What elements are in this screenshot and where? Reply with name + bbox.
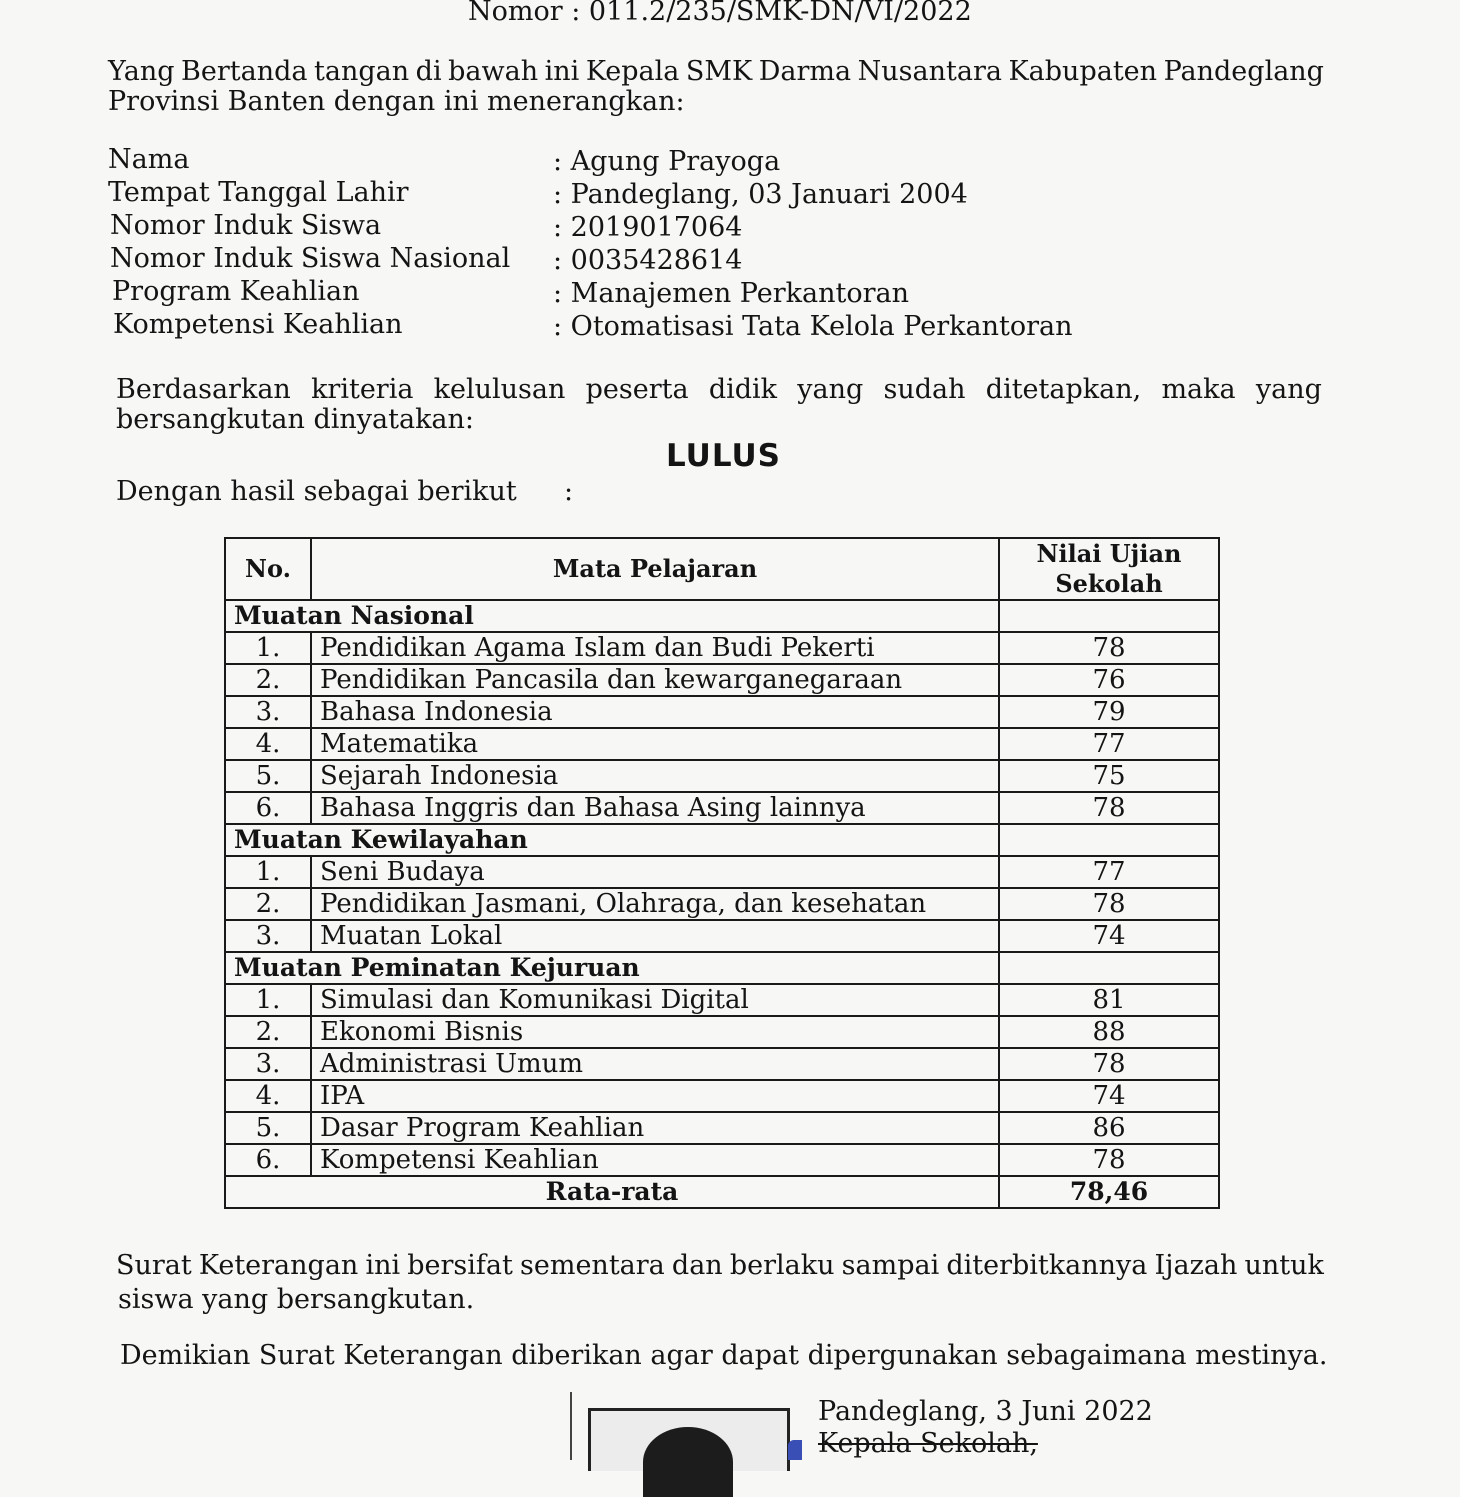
row-number: 1. (225, 984, 311, 1016)
row-subject: Matematika (311, 728, 999, 760)
word: Darma (758, 56, 852, 87)
table-row (225, 1144, 1219, 1176)
word: yang (1255, 374, 1322, 405)
table-row (225, 632, 1219, 664)
row-number: 6. (225, 792, 311, 824)
word: berlaku (729, 1250, 835, 1281)
word: ditetapkan, (985, 374, 1142, 405)
row-subject: Ekonomi Bisnis (311, 1016, 999, 1048)
word: Surat (116, 1250, 192, 1281)
row-subject: Kompetensi Keahlian (311, 1144, 999, 1176)
row-score: 75 (999, 760, 1219, 792)
section-title: Muatan Nasional (225, 600, 999, 632)
table-row (225, 1080, 1219, 1112)
student-field-value: : 0035428614 (553, 245, 743, 276)
criteria-line-1 (116, 374, 1322, 405)
word: kelulusan (433, 374, 566, 405)
table-row (225, 1016, 1219, 1048)
row-score: 81 (999, 984, 1219, 1016)
result-status: LULUS (666, 438, 781, 474)
header-subject: Mata Pelajaran (311, 538, 999, 600)
row-number: 2. (225, 888, 311, 920)
row-subject: Muatan Lokal (311, 920, 999, 952)
word: ini (544, 56, 580, 87)
row-number: 4. (225, 728, 311, 760)
student-field-label: Nomor Induk Siswa (110, 210, 382, 241)
word: diterbitkannya (946, 1250, 1148, 1281)
grades-body (225, 600, 1219, 1176)
row-number: 1. (225, 856, 311, 888)
word: kriteria (311, 374, 414, 405)
row-score: 77 (999, 728, 1219, 760)
row-score: 88 (999, 1016, 1219, 1048)
section-score-empty (999, 952, 1219, 984)
row-subject: Seni Budaya (311, 856, 999, 888)
signatory-title: Kepala Sekolah, (818, 1428, 1038, 1459)
word: sudah (883, 374, 966, 405)
word: ini (365, 1250, 401, 1281)
table-row (225, 920, 1219, 952)
row-score: 78 (999, 632, 1219, 664)
row-score: 77 (999, 856, 1219, 888)
table-row (225, 1112, 1219, 1144)
table-row (225, 664, 1219, 696)
row-number: 3. (225, 920, 311, 952)
word: Bertanda (181, 56, 308, 87)
row-subject: Pendidikan Pancasila dan kewarganegaraan (311, 664, 999, 696)
row-number: 5. (225, 760, 311, 792)
row-number: 4. (225, 1080, 311, 1112)
row-subject: Pendidikan Agama Islam dan Budi Pekerti (311, 632, 999, 664)
student-field-label: Program Keahlian (112, 276, 360, 307)
table-header-row (225, 538, 1219, 600)
closing-statement: Demikian Surat Keterangan diberikan agar dapat dipergunakan sebagaimana mestinya. (120, 1340, 1328, 1371)
word: Kabupaten (1008, 56, 1158, 87)
row-subject: Dasar Program Keahlian (311, 1112, 999, 1144)
word: untuk (1244, 1250, 1324, 1281)
table-row (225, 888, 1219, 920)
row-number: 3. (225, 1048, 311, 1080)
word: di (415, 56, 442, 87)
word: maka (1161, 374, 1236, 405)
intro-line-2: Provinsi Banten dengan ini menerangkan: (108, 86, 685, 117)
word: Yang (108, 56, 175, 87)
word: yang (797, 374, 864, 405)
table-row (225, 760, 1219, 792)
header-score (999, 538, 1219, 600)
table-row (225, 984, 1219, 1016)
section-row (225, 600, 1219, 632)
word: Nusantara (857, 56, 1002, 87)
results-intro: Dengan hasil sebagai berikut (116, 476, 517, 507)
table-row (225, 728, 1219, 760)
row-score: 78 (999, 888, 1219, 920)
row-subject: Pendidikan Jasmani, Olahraga, dan kesehatan (311, 888, 999, 920)
row-score: 78 (999, 1144, 1219, 1176)
margin-line (570, 1392, 572, 1460)
student-field-label: Tempat Tanggal Lahir (108, 177, 409, 208)
section-title: Muatan Peminatan Kejuruan (225, 952, 999, 984)
row-score: 76 (999, 664, 1219, 696)
photo-silhouette (643, 1427, 733, 1497)
row-score: 79 (999, 696, 1219, 728)
row-number: 1. (225, 632, 311, 664)
table-row (225, 856, 1219, 888)
student-field-value: : Agung Prayoga (553, 146, 781, 177)
word: peserta (585, 374, 689, 405)
average-value: 78,46 (999, 1176, 1219, 1208)
student-field-label: Nama (108, 144, 190, 175)
table-row (225, 792, 1219, 824)
word: Kepala (585, 56, 680, 87)
word: SMK (685, 56, 753, 87)
word: tangan (314, 56, 410, 87)
section-score-empty (999, 824, 1219, 856)
section-row (225, 824, 1219, 856)
word: sampai (841, 1250, 940, 1281)
row-number: 6. (225, 1144, 311, 1176)
row-subject: Bahasa Inggris dan Bahasa Asing lainnya (311, 792, 999, 824)
word: Pandeglang (1163, 56, 1324, 87)
word: dan (671, 1250, 723, 1281)
criteria-line-2: bersangkutan dinyatakan: (116, 404, 475, 435)
grades-table (224, 537, 1220, 1209)
row-number: 2. (225, 664, 311, 696)
row-number: 2. (225, 1016, 311, 1048)
row-score: 78 (999, 1048, 1219, 1080)
row-subject: Administrasi Umum (311, 1048, 999, 1080)
stamp-mark (788, 1440, 802, 1460)
header-score-line-1: Nilai Ujian (1036, 539, 1182, 568)
row-number: 3. (225, 696, 311, 728)
row-score: 86 (999, 1112, 1219, 1144)
student-field-value: : 2019017064 (553, 212, 743, 243)
table-row (225, 696, 1219, 728)
word: bawah (448, 56, 539, 87)
word: Keterangan (198, 1250, 359, 1281)
section-score-empty (999, 600, 1219, 632)
section-title: Muatan Kewilayahan (225, 824, 999, 856)
word: Ijazah (1154, 1250, 1238, 1281)
row-score: 78 (999, 792, 1219, 824)
header-score-line-2: Sekolah (1055, 569, 1163, 598)
student-field-label: Kompetensi Keahlian (113, 309, 403, 340)
word: sementara (520, 1250, 665, 1281)
average-label: Rata-rata (225, 1176, 999, 1208)
row-subject: Bahasa Indonesia (311, 696, 999, 728)
results-intro-colon: : (564, 476, 574, 507)
header-no: No. (225, 538, 311, 600)
table-row (225, 1048, 1219, 1080)
student-field-value: : Pandeglang, 03 Januari 2004 (553, 179, 968, 210)
intro-line-1 (108, 56, 1324, 87)
word: Berdasarkan (116, 374, 291, 405)
word: didik (708, 374, 778, 405)
row-subject: Sejarah Indonesia (311, 760, 999, 792)
student-field-value: : Manajemen Perkantoran (553, 278, 909, 309)
average-row (225, 1176, 1219, 1208)
student-photo (588, 1408, 790, 1471)
validity-line-2: siswa yang bersangkutan. (118, 1284, 475, 1315)
row-subject: IPA (311, 1080, 999, 1112)
word: bersifat (407, 1250, 513, 1281)
student-field-value: : Otomatisasi Tata Kelola Perkantoran (553, 311, 1073, 342)
place-date: Pandeglang, 3 Juni 2022 (818, 1396, 1153, 1427)
student-field-label: Nomor Induk Siswa Nasional (110, 243, 511, 274)
validity-line-1 (116, 1250, 1324, 1281)
section-row (225, 952, 1219, 984)
document-number: Nomor : 011.2/235/SMK-DN/VI/2022 (468, 0, 972, 27)
row-subject: Simulasi dan Komunikasi Digital (311, 984, 999, 1016)
row-score: 74 (999, 1080, 1219, 1112)
row-score: 74 (999, 920, 1219, 952)
row-number: 5. (225, 1112, 311, 1144)
